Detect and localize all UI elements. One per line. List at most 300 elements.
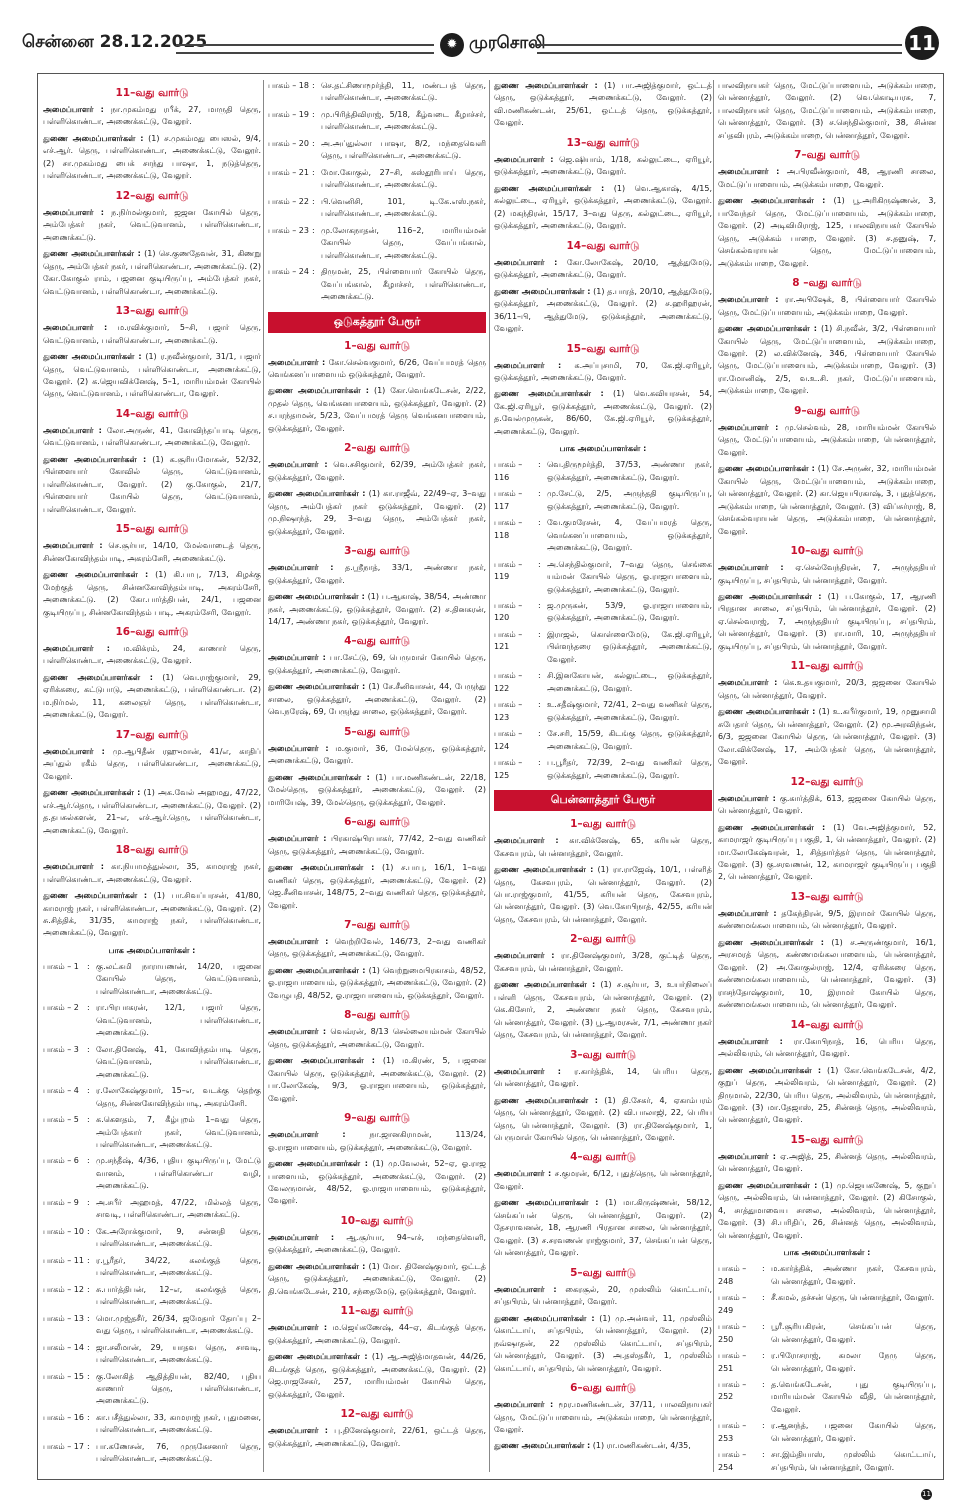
booth-separator: : <box>87 961 90 971</box>
booth-entry <box>494 559 712 596</box>
booth-entry <box>43 1044 261 1081</box>
person-details: (1) தி.சேகர், 4, ஏகாம்பரம் தெரு, பென்னாத்தூர், வேலூர். (2) வி.பாலாஜி, 22, பெரிய தெரு, பென்னாத்தூர், வேலூர். (3) ரா.தினேஷ்குமார், 1, பெருமாள் கோயில் தெரு, பென்னாத்தூர், வேலூர். <box>494 1095 712 1142</box>
role-label: அமைப்பாளர் : <box>718 1151 776 1161</box>
person-details: ஏ.செல்வேந்திரன், 7, அருந்ததியர் குடியிருப்பு, சப்தபிரம், பென்னாத்தூர், வேலூர். <box>718 563 936 585</box>
person-details: கா.நியாமத்துல்லா, 35, காமராஜ் நகர், பள்ளிகொண்டா, அணைக்கட்டு, வேலூர். <box>43 862 261 884</box>
booth-number: பாகம் – 116 <box>494 460 523 482</box>
role-label: அமைப்பாளர் : <box>718 422 779 432</box>
appointment-entry <box>43 890 261 940</box>
appointment-text: பாலவிநாயகர் தெரு, மேட்டுப்பாளையம், அடுக்கம்பாறை, பென்னாத்தூர், வேலூர். (2) வெ.கொடியரசு, 7, பாலவிநாயகர் தெரு, மேட்டுப்பாளையம், அடுக்கம்பாறை, பென்னாத்தூர், வேலூர். (3) ச.செந்தில்குமார், 38, சின்ன சப்தவிபுரம், அடுக்கம்பாறை, பென்னாத்தூர், வேலூர். <box>718 81 936 140</box>
booth-entry <box>494 757 712 782</box>
person-details: வெற்றிவேல், 146/73, 2–வது வணிகர் தெரு, ஒடுக்கத்தூர், அணைக்கட்டு, வேலூர். <box>268 936 486 959</box>
ward-heading: 4–வது வார்டு <box>570 1151 636 1164</box>
ward-heading: 2–வது வார்டு <box>570 933 636 946</box>
booth-number: பாகம் – 16 <box>43 1412 84 1422</box>
appointment-entry <box>718 822 936 884</box>
booth-agent: திருமன், 25, பிள்ளையார் கோயில் தெரு, வேப்பங்கால், கீழாச்சர், பள்ளிகொண்டா, அணைக்கட்டு. <box>321 267 486 302</box>
booth-agent: மு.சந்தீஷ், 4/36, புதிய குடியிருப்பு, மேட்டு வானம், பள்ளிகொண்டா வழி, அணைக்கட்டு. <box>96 1156 261 1191</box>
person-details: செ.சூர்யா, 14/10, மேல்வாடைத் தெரு, சின்னகோவிந்தம்பாடி, அகரம்சேரி, அணைக்கட்டு. <box>43 541 261 563</box>
role-label: அமைப்பாளர் : <box>494 1066 561 1076</box>
role-label: அமைப்பாளர் : <box>43 207 104 217</box>
role-label: அமைப்பாளர் : <box>718 167 780 177</box>
person-details: வெவ்ரன், 8/13 செல்லையம்மன் கோயில் தெரு, ஒடுக்கத்தூர், அணைக்கட்டு, வேலூர். <box>268 1027 486 1049</box>
role-label: அமைப்பாளர் : <box>268 1027 327 1037</box>
person-details: பு.தினேஷ்குமார், 22/61, ஒட்டத் தெரு, ஒடுக்கத்தூர், அணைக்கட்டு, வேலூர். <box>268 1426 486 1448</box>
appointment-entry <box>718 677 936 702</box>
booth-agent: இராஜல், கொள்ளைமேடு, கே.ஜி.ஏரியூர், பிள்ளந்தரை ஒடுக்கத்தூர், அணைக்கட்டு, வேலூர். <box>547 629 712 664</box>
role-label: துணை அமைப்பாளர்கள் : <box>43 454 147 464</box>
appointment-entry <box>718 1036 936 1061</box>
role-label: துணை அமைப்பாளர்கள் : <box>718 1065 822 1075</box>
appointment-entry <box>268 1232 486 1257</box>
booth-number: பாகம் – 118 <box>494 518 523 540</box>
page-number-badge: 11 <box>905 26 939 60</box>
appointment-entry <box>268 965 486 1002</box>
role-label: துணை அமைப்பாளர்கள் : <box>268 863 375 873</box>
person-details: மு.ஆபிதீன் ரஹுமான், 41/எ, காதிப் அப்துல் ரகீம் தெரு, பள்ளிகொண்டா, அணைக்கட்டு, வேலூர். <box>43 746 261 781</box>
booth-number: பாகம் – 123 <box>494 700 523 722</box>
ward-heading: 5–வது வார்டு <box>570 1266 636 1279</box>
booth-separator: : <box>538 518 541 528</box>
appointment-entry <box>494 360 712 385</box>
booth-separator: : <box>762 1450 765 1460</box>
column-divider <box>713 80 714 1472</box>
booth-entry <box>718 1420 936 1445</box>
ward-heading: 12–வது வார்டு <box>790 775 864 788</box>
role-label: அமைப்பாளர் : <box>494 1400 554 1410</box>
appointment-entry <box>718 166 936 191</box>
role-label: துணை அமைப்பாளர்கள் : <box>718 822 826 832</box>
booth-entry <box>43 1284 261 1309</box>
booth-separator: : <box>762 1379 765 1389</box>
booth-number: பாகம் – 15 <box>43 1371 84 1381</box>
appointment-entry <box>494 388 712 438</box>
booth-separator: : <box>538 559 541 569</box>
person-details: (1) சே.அருண், 32, மாரியம்மன் கோயில் தெரு, மேட்டுப்பாளையம், அடுக்கம்பாறை, பென்னாத்தூர், வேலூர். (2) கா.ஜெயபிரகாஷ், 3, புதுத்தெரு, அடுக்கம்பாறை, பென்னாத்தூர், வேலூர். (3) விப்சுர்ராஜ், 8, செங்கல்வராயன் தெரு, அடுக்கம்பாறை, பென்னாத்தூர், வேலூர். <box>718 464 936 536</box>
appointment-entry <box>268 743 486 768</box>
booth-separator: : <box>538 671 541 681</box>
appointment-entry <box>494 1168 712 1193</box>
appointment-entry <box>718 706 936 768</box>
ward-heading: 1–வது வார்டு <box>570 818 636 831</box>
column-2 <box>268 80 486 1472</box>
ward-heading: 17–வது வார்டு <box>115 728 189 741</box>
appointment-entry <box>494 154 712 179</box>
person-details: (1) வெற்றுமைபிரகாசம், 48/52, ஓ.ராஜாபாளையம், ஒடுக்கத்தூர், அணைக்கட்டு, வேலூர். (2) வேழுபதி, 48/52, ஓ.ராஜாபாளையம், ஒடுக்கத்தூர், வேலூர். <box>268 965 486 1000</box>
person-details: (1) செ.குணதேவன், 31, கிணறு தெரு, அம்பேத்கர் நகர், பள்ளிகொண்டா, அணைக்கட்டு. (2) கோ.கோகுல் ராம், பஜனை குடியிருப்பு, அம்பேத்கர் நகர், வெட்டுவானம், பள்ளிகொண்டா, அணைக்கட்டு. <box>43 249 261 296</box>
booth-number: பாகம் – 117 <box>494 489 523 511</box>
ward-heading: 15–வது வார்டு <box>115 523 189 536</box>
booth-separator: : <box>762 1351 765 1361</box>
booth-agent: வே.குமரேசன், 4, வேப்பமரத் தெரு, வெங்கனப்பாளையம், ஒடுக்கத்தூர், அணைக்கட்டு, வேலூர். <box>547 518 712 553</box>
person-details: (1) சே.சீனிவாசன், 44, பேருந்து சாலை, ஒடுக்கத்தூர், அணைக்கட்டு, வேலூர். (2) வெ.நரேஷ், 69, பேருந்து சாலை, ஒடுக்கத்தூர், வேலூர். <box>268 682 486 717</box>
person-details: (1) கோ.வெங்கடேசன், 4/2, குறுப் தெரு, அல்லிவரம், பென்னாத்தூர், வேலூர். (2) திருமால், 22/30, பெரிய தெரு, அல்லிவரம், பென்னாத்தூர், வேலூர். (3) மா.தேஜாஸ், 25, சின்னத் தெரு, அல்லிவரம், பென்னாத்தூர், வேலூர். <box>718 1065 936 1125</box>
ward-heading: 13–வது வார்டு <box>115 305 189 318</box>
role-label: அமைப்பாளர் : <box>43 644 111 653</box>
appointment-entry <box>268 385 486 435</box>
booth-number: பாகம் – 120 <box>494 601 523 623</box>
person-details: (1) பா.மணிகண்டன், 22/18, மேல்தெரு, ஒடுக்கத்தூர், அணைக்கட்டு, வேலூர். (2) மாரியேஷ், 39, மேல்தெரு, ஒடுக்கத்தூர், வேலூர். <box>268 772 486 807</box>
appointment-entry <box>718 908 936 933</box>
person-details: த.ஸ்ரீநாத், 33/1, அண்ணா நகர், ஒடுக்கத்தூர், வேலூர். <box>268 563 486 585</box>
elephant-logo-icon: ✹ <box>440 33 464 57</box>
person-details: கோ.லோகேஷ், 20/10, ஆத்துமேடு, ஒடுக்கத்தூர், அணைக்கட்டு, வேலூர். <box>494 257 712 280</box>
person-details: ம.ஜெய்கணேஷ், 44–ஏ, கிடங்குத் தெரு, ஒடுக்கத்தூர், அணைக்கட்டு, வேலூர். <box>268 1323 486 1345</box>
booth-separator: : <box>87 1115 90 1125</box>
booth-number: பாகம் – 12 <box>43 1284 84 1294</box>
booth-entry <box>268 138 486 163</box>
booth-entry <box>43 961 261 998</box>
appointment-entry <box>268 1026 486 1051</box>
role-label: துணை அமைப்பாளர்கள் : <box>494 286 591 296</box>
appointment-entry <box>268 1425 486 1450</box>
appointment-entry <box>494 835 712 860</box>
role-label: துணை அமைப்பாளர்கள் : <box>268 682 366 692</box>
booth-agent: சி.இனகோயன், கல்லுட்டை, ஒடுக்கத்தூர், அணைக்கட்டு, வேலூர். <box>547 671 712 693</box>
role-label: துணை அமைப்பாளர்கள் : <box>268 1056 375 1066</box>
person-details: (1) க.சூரியமோகன், 52/32, பிள்ளையார் கோவில் தெரு, வெட்டுவானம், பள்ளிகொண்டா, வேலூர். (2) கு.கோகுல், 21/7, பிள்ளையார் கோயில் தெரு, வெட்டுவானம், பள்ளிகொண்டா, வேலூர். <box>43 454 261 514</box>
role-label: துணை அமைப்பாளர்கள் : <box>494 980 596 990</box>
booth-agent: வெ.திருமூர்த்தி, 37/53, அண்ணா நகர், ஒடுக்கத்தூர், அணைக்கட்டு, வேலூர். <box>547 460 712 482</box>
person-details: (1) ச.பாபு, 16/1, 1–வது வணிகர் தெரு, ஒடுக்கத்தூர், அணைக்கட்டு, வேலூர். (2) ஜெ.சீனிவாசன், 148/75, 2–வது வணிகர் தெரு, ஒடுக்கத்தூர், வேலூர். <box>268 863 486 910</box>
booth-separator: : <box>538 700 541 710</box>
person-details: (1) கி.பாபு, 7/13, கிழக்கு மேற்குத் தெரு, சின்னகோவிந்தம்பாடி, அகரம்சேரி, அணைக்கட்டு. (2) கோ.பார்த்திபன், 24/1, பஜனை குடியிருப்பு, சின்னகோவிந்தம் பாடி, அகரம்சேரி, வேலூர். <box>43 570 261 617</box>
booth-agent: பி.வெனிசி, 101, டி.கே.எஸ்.நகர், பள்ளிகொண்டா, அணைக்கட்டு. <box>321 196 486 219</box>
booth-separator: : <box>538 758 541 768</box>
person-details: (1) த.பாரத், 20/10, ஆத்துமேடு, ஒடுக்கத்தூர், அணைக்கட்டு, வேலூர். (2) ச.ஹரிஹரன், 36/11–பி, ஆத்துமேடு, ஒடுக்கத்தூர், அணைக்கட்டு, வேலூர். <box>494 286 712 334</box>
appointment-entry <box>268 681 486 718</box>
booth-agent: அ.அப்துல்லா பாஷா, 8/2, மந்தைவெளி தெரு, பள்ளிகொண்டா, அணைக்கட்டு. <box>321 138 486 161</box>
booth-entry <box>718 1379 936 1416</box>
role-label: அமைப்பாளர் : <box>43 746 105 756</box>
role-label: துணை அமைப்பாளர்கள் : <box>494 865 594 875</box>
person-details: ச.குமரன், 6/12, புதுத்தெரு, பென்னாத்தூர், வேலூர். <box>494 1169 712 1191</box>
booth-agent: மு.பிரித்திவிராஜ், 5/18, கீழ்வடை கீழாச்சர், பள்ளிகொண்டா, அணைக்கட்டு. <box>321 109 486 132</box>
section-banner: பென்னாத்தூர் பேரூர் <box>494 790 712 811</box>
role-label: துணை அமைப்பாளர்கள் : <box>43 570 149 580</box>
person-details: (1) வே.அஜித்குமார், 52, காமராஜர் குடியிருப்பு பகுதி, 1, பென்னாத்தூர், வேலூர். (2) மா.லோகேஷ்வரன், 1, சித்தார்த்தர் தெரு, பென்னாத்தூர், வேலூர். (3) கு.சரவணன், 12, காமராஜர் குடியிருப்பு பகுதி 2, பென்னாத்தூர், வேலூர். <box>718 822 936 882</box>
booth-separator: : <box>312 81 315 90</box>
appointment-entry <box>268 652 486 677</box>
booth-agent: க.கௌதம், 7, கீழ்புறம் 1–வது தெரு, அம்பேத்கார் நகர், வெட்டுவானம், பள்ளிகொண்டா, அணைக்கட்டு. <box>96 1115 261 1149</box>
role-label: அமைப்பாளர் : <box>494 257 558 267</box>
person-details: தகேந்திரன், 9/5, இராமர் கோயில் தெரு, கண்ணமங்கலபாளையம், பென்னாத்தூர், வேலூர். <box>718 908 936 931</box>
booth-separator: : <box>87 1313 90 1323</box>
appointment-entry <box>718 591 936 653</box>
booth-number: பாகம் – 3 <box>43 1044 79 1054</box>
appointment-entry <box>268 1158 486 1208</box>
booth-entry <box>718 1321 936 1346</box>
appointment-entry <box>268 459 486 484</box>
booth-agent: மோ.கோகுல், 27–சி, கஸ்தூரிபாய் தெரு, பள்ளிகொண்டா, அணைக்கட்டு. <box>321 167 486 190</box>
appointment-entry <box>494 864 712 926</box>
person-details: (1) ர.நவீன்குமார், 31/1, பஜார் தெரு, வெட்டுவானம், பள்ளிகொண்டா, அணைக்கட்டு, வேலூர். (2) க.ஜெயவிக்னேஷ், 5–1, மாரியம்மன் கோயில் தெரு, வெட்டுவானம், பள்ளிகொண்டா, வேலூர். <box>43 352 261 399</box>
ward-heading: 3–வது வார்டு <box>344 545 410 558</box>
booth-separator: : <box>87 1371 90 1381</box>
ward-heading: 15–வது வார்டு <box>566 342 640 355</box>
ward-heading: 11–வது வார்டு <box>115 87 189 99</box>
appointment-entry <box>43 351 261 401</box>
booth-separator: : <box>87 1342 90 1352</box>
appointment-entry <box>43 643 261 668</box>
booth-number: பாகம் – 2 <box>43 1003 79 1013</box>
person-details: (1) மு.வேலன், 52–ஏ, ஓ.ராஜ பாளையம், ஒடுக்கத்தூர், அணைக்கட்டு, வேலூர். (2) வேலருமான், 48/52, ஓ.ராஜாபாளையம், ஒடுக்கத்தூர், வேலூர். <box>268 1159 486 1206</box>
role-label: துணை அமைப்பாளர்கள் : <box>494 1095 598 1105</box>
appointment-entry <box>494 257 712 282</box>
booth-agent: கு.லட்சுமி நாராயணன், 14/20, பஜனை கோயில் தெரு, வெட்டுவானம், பள்ளிகொண்டா, அணைக்கட்டு. <box>96 961 261 996</box>
appointment-entry <box>268 1351 486 1401</box>
booth-entry <box>43 1197 261 1222</box>
role-label: அமைப்பாளர் : <box>43 323 108 333</box>
ward-heading: 1–வது வார்டு <box>344 339 410 352</box>
newspaper-name: முரசொலி <box>469 33 546 53</box>
booth-number: பாகம் – 251 <box>718 1351 747 1373</box>
booth-separator: : <box>87 1255 90 1265</box>
appointment-entry <box>43 569 261 619</box>
person-details: கா.விக்னேஷ், 65, கரியன் தெரு, கேசவபுரம், பென்னாத்தூர், வேலூர். <box>494 836 712 858</box>
role-label: அமைப்பாளர் : <box>43 541 103 551</box>
booth-agent: சீ.கமல், தச்சன் தெரு, பென்னாத்தூர், வேலூர். <box>771 1293 935 1303</box>
appointment-entry <box>268 591 486 628</box>
role-label: அமைப்பாளர் : <box>268 936 329 946</box>
person-details: கு.கார்த்திக், 613, ஜஜனை கோயில் தெரு, பென்னாத்தூர், வேலூர். <box>718 793 936 816</box>
booth-entry <box>43 1342 261 1367</box>
booth-agent: உ.சதீஷ்குமார், 72/41, 2–வது வணிகர் தெரு, ஒடுக்கத்தூர், அணைக்கட்டு, வேலூர். <box>547 700 712 722</box>
person-details: (1) வெ.கவியரசன், 54, கே.ஜி.ஏரியூர், ஒடுக்கத்தூர், அணைக்கட்டு, வேலூர். (2) த.வேல்முருகன், 86/60, கே.ஜி.ஏரியூர், ஒடுக்கத்தூர், அணைக்கட்டு, வேலூர். <box>494 389 712 436</box>
booth-separator: : <box>312 267 315 277</box>
role-label: அமைப்பாளர் : <box>494 154 554 164</box>
ward-heading: 6–வது வார்டு <box>344 816 410 829</box>
booth-entry <box>494 600 712 625</box>
role-label: அமைப்பாளர் : <box>718 1036 783 1046</box>
booth-agent: ம.கார்த்திக், அண்ணா நகர், கேசவபுரம், பென்னாத்தூர், வேலூர். <box>771 1264 936 1286</box>
booth-entry <box>43 1313 261 1338</box>
booth-number: பாகம் – 122 <box>494 671 523 693</box>
booth-separator: : <box>87 1156 90 1166</box>
booth-number: பாகம் – 6 <box>43 1156 79 1166</box>
booth-agent: ஜ.முருகன், 53/9, ஓ.ராஜாபாளையம், ஒடுக்கத்தூர், அணைக்கட்டு, வேலூர். <box>547 601 712 623</box>
ward-heading: 8–வது வார்டு <box>344 1009 410 1022</box>
role-label: அமைப்பாளர் : <box>494 951 555 961</box>
booth-separator: : <box>87 1412 90 1422</box>
booth-number: பாகம் – 252 <box>718 1379 747 1402</box>
role-label: துணை அமைப்பாளர்கள் : <box>268 965 366 975</box>
section-banner: ஒடுகத்தூர் பேரூர் <box>268 312 486 333</box>
person-details: கெ.உதயகுமார், 20/3, ஜஜனை கோயில் தெரு, பென்னாத்தூர், வேலூர். <box>718 678 936 700</box>
person-details: ரா.கோபிநாத், 16, பெரிய தெரு, அல்லிவரம், பென்னாத்தூர், வேலூர். <box>718 1036 936 1059</box>
header-rule-left <box>176 44 434 54</box>
booth-entry <box>494 670 712 695</box>
role-label: அமைப்பாளர் : <box>268 653 326 663</box>
person-details: (1) ச.அருண்குமார், 16/1, அரசமரத் தெரு, கண்ணமங்கலபாளையம், பென்னாத்தூர், வேலூர். (2) அ.கோகுல்ராஜ், 12/4, ஏரிக்கரை தெரு, கண்ணமங்கலபாளையம், பென்னாத்தூர், வேலூர். (3) ராசந்தோஷ்குமார், 10, இராமர் கோயில் தெரு, கண்ணமங்கலபாளையம், பென்னாத்தூர், வேலூர். <box>718 937 936 1010</box>
ward-heading: 9–வது வார்டு <box>344 1112 410 1125</box>
person-details: (1) ரா.ராஜேஷ், 10/1, பள்ளித் தெரு, கேசவபுரம், பென்னாத்தூர், வேலூர். (2) பொ.ராஜ்குமார், 41/55, கரியன் தெரு, கேசவபுரம், பென்னாத்தூர், வேலூர். (3) வெ.கோபிநாத், 42/55, கரியன் தெரு, கேசவபுரம், பென்னாத்தூர், வேலூர். <box>494 865 712 924</box>
booth-number: பாகம் – 14 <box>43 1342 84 1352</box>
person-details: (1) உ.கபீர்குமார், 19, முனுசாமி சுபேதார் தெரு, பென்னாத்தூர், வேலூர். (2) மூ.அரவிந்தன், 6/3, ஜஜனை கோயில் தெரு, பென்னாத்தூர், வேலூர். (3) லோ.விக்னேஷ், 17, அம்பேத்கர் தெரு, பென்னாத்தூர், வேலூர். <box>718 707 936 767</box>
booth-agent: பா.கணேசன், 76, முருகேசனார் தெரு, பள்ளிகொண்டா, அணைக்கட்டு. <box>96 1441 261 1464</box>
person-details: (1) பா.அஜித்குமார், ஒட்டத் தெரு, ஒடுக்கத்தூர், அணைக்கட்டு, வேலூர். (2) வி.மணிகண்டன், 25/61, ஒட்டத் தெரு, ஒடுக்கத்தூர், வேலூர். <box>494 81 712 128</box>
appointment-entry <box>43 454 261 516</box>
person-details: பிரகாஷ்பிரபாகர், 77/42, 2–வது வணிகர் தெரு, ஒடுக்கத்தூர், அணைக்கட்டு, வேலூர். <box>268 834 486 856</box>
role-label: அமைப்பாளர் : <box>43 862 104 872</box>
role-label: துணை அமைப்பாளர்கள் : <box>718 324 817 334</box>
role-label: அமைப்பாளர் : <box>718 678 778 688</box>
booth-entry <box>43 1002 261 1039</box>
ward-heading: 13–வது வார்டு <box>566 136 640 149</box>
booth-separator: : <box>312 138 315 148</box>
appointment-entry <box>494 1284 712 1309</box>
booth-separator: : <box>87 1226 90 1236</box>
booth-number: பாகம் – 20 <box>268 138 309 148</box>
booth-entry <box>494 629 712 666</box>
role-label: துணை அமைப்பாளர்கள் : <box>268 489 366 499</box>
person-details: (1) கோ.வெங்கடேசன், 2/22, முதல் தெரு, வெங்கனபாளையம், ஒடுக்கத்தூர், வேலூர். (2) ச.பரந்தாமன், 5/23, வேப்பமரத் தெரு வெங்கனபாளையம், ஒடுக்கத்தூர், வேலூர். <box>268 386 486 433</box>
ward-heading: 12–வது வார்டு <box>340 1408 414 1421</box>
person-details: ந.நிர்மல்குமார், ஜஜன கோயில் தெரு, அம்பேத்கர் நகர், வெட்டுவானம், பள்ளிகொண்டா, அணைக்கட்டு. <box>43 207 261 242</box>
booth-entry <box>268 225 486 262</box>
role-label: அமைப்பாளர் : <box>268 563 334 573</box>
appointment-entry <box>494 80 712 130</box>
role-label: துணை அமைப்பாளர்கள் : <box>718 592 822 601</box>
edition-date: சென்னை 28.12.2025 <box>22 32 208 52</box>
ward-heading: 10–வது வார்டு <box>340 1214 414 1227</box>
booth-entry <box>718 1263 936 1288</box>
booth-entry <box>43 1255 261 1280</box>
appointment-entry <box>494 979 712 1041</box>
booth-number: பாகம் – 250 <box>718 1322 747 1344</box>
ward-heading: 6–வது வார்டு <box>570 1382 636 1395</box>
booth-separator: : <box>87 1086 90 1096</box>
booth-agent: ர.லோகேஷ்குமார், 15–எ, வடக்கு தெற்கு தெரு, சின்னகோவிந்தம்பாடி, அகரம்சேரி. <box>96 1086 261 1108</box>
person-details: மூர.மணிகண்டன், 37/11, பாலவிநாயகர் தெரு, மேட்டுப்பாளையம், அடுக்கம்பாறை, பென்னாத்தூர், வேலூர். <box>494 1400 712 1434</box>
booth-number: பாகம் – 23 <box>268 225 309 235</box>
person-details: ம.விக்ரம், 24, காணார் தெரு, பள்ளிகொண்டா, அணைக்கட்டு, வேலூர். <box>43 644 261 666</box>
role-label: துணை அமைப்பாளர்கள் : <box>718 464 815 474</box>
booth-agent: மு.சேட்டு, 2/5, அருந்ததி குடியிருப்பு, ஒடுக்கத்தூர், அணைக்கட்டு, வேலூர். <box>547 489 712 511</box>
person-details: ஆ.சூர்யா, 94–எச், மந்தைவெளி, ஒடுக்கத்தூர், அணைக்கட்டு, வேலூர். <box>268 1232 486 1255</box>
booth-separator: : <box>312 109 315 119</box>
booth-number: பாகம் – 248 <box>718 1264 747 1286</box>
booth-agent: அ.சபீர் அஹமத், 47/22, மில்லத் தெரு, சாவடி, பள்ளிகொண்டா, அணைக்கட்டு. <box>96 1197 261 1220</box>
booth-separator: : <box>538 629 541 639</box>
ward-heading: 14–வது வார்டு <box>115 407 189 420</box>
appointment-entry <box>43 861 261 886</box>
booth-number: பாகம் – 18 <box>268 81 309 90</box>
role-label: அமைப்பாளர் : <box>494 1169 552 1179</box>
role-label: துணை அமைப்பாளர்கள் : <box>718 707 816 717</box>
role-label: துணை அமைப்பாளர்கள் : <box>494 183 605 193</box>
booth-entry <box>494 488 712 513</box>
ward-heading: 11–வது வார்டு <box>790 660 864 673</box>
person-details: நா.முகம்மது ரபீக், 27, மாருதி தெரு, பள்ளிகொண்டா, அணைக்கட்டு, வேலூர். <box>43 105 261 127</box>
person-details: (1) ம.கிரண், 5, பஜனை கோயில் தெரு, ஒடுக்கத்தூர், அணைக்கட்டு, வேலூர். (2) பா.லோகேஷ், 9/3, ஓ.ராஜாபாளையம், ஒடுக்கத்தூர், வேலூர். <box>268 1056 486 1103</box>
appointment-entry <box>718 937 936 1012</box>
ward-heading: 13–வது வார்டு <box>790 890 864 903</box>
booth-number: பாகம் – 9 <box>43 1197 79 1207</box>
person-details: (1) கா.ராஜீவ், 22/49–ஏ, 3–வது தெரு, அம்பேத்கர் நகர் ஒடுக்கத்தூர், வேலூர். (2) மு.நிஷாந்த், 29, 3–வது தெரு, அம்பேத்கர் நகர், ஒடுக்கத்தூர், வேலூர். <box>268 489 486 536</box>
booth-entry <box>494 728 712 753</box>
person-details: (1) வெ.ஆகாஷ், 4/15, கல்லுட்டை, ஏரியூர், ஒடுக்கத்தூர், அணைக்கட்டு, வேலூர். (2) மகந்திரன், 15/17, 3–வது தெரு, கல்லுட்டை, ஏரியூர், ஒடுக்கத்தூர், அணைக்கட்டு, வேலூர். <box>494 183 712 231</box>
booth-separator: : <box>538 601 541 610</box>
ward-heading: 11–வது வார்டு <box>340 1305 414 1318</box>
booth-separator: : <box>538 729 541 739</box>
booth-agent: லோ.தினேஷ், 41, கோவிந்தம்பாடி தெரு, வெட்டுவானம், பள்ளிகொண்டா, அணைக்கட்டு. <box>96 1044 261 1079</box>
appointment-entry <box>268 772 486 809</box>
ward-heading: 8 –வது வார்டு <box>792 277 862 290</box>
ward-heading: 18–வது வார்டு <box>115 844 189 857</box>
role-label: அமைப்பாளர் : <box>718 295 779 305</box>
booth-entry <box>43 1155 261 1192</box>
appointment-entry <box>718 195 936 270</box>
booth-agent: கே.அரோக்குமார், 9, சன்னதி தெரு, பள்ளிகொண்டா, அணைக்கட்டு. <box>96 1226 261 1249</box>
booth-separator: : <box>87 1284 90 1294</box>
appointment-entry <box>268 833 486 858</box>
person-details: (1) ச.முகம்மது பைஸல், 9/4, எச்.ஆர். தெரு, பள்ளிகொண்டா, அணைக்கட்டு, வேலூர். (2) சா.முகம்மது பைக் சாந்து பாஷா, 1, நடுத்தெரு, பள்ளிகொண்டா, அணைக்கட்டு, வேலூர். <box>43 133 261 181</box>
appointment-entry <box>43 207 261 244</box>
column-3 <box>494 80 712 1472</box>
person-details: (1) பா.சிவப்பரசன், 41/80, காமராஜ் நகர், பள்ளிகொண்டா, அணைக்கட்டு, வேலூர். (2) சு.சித்திக், 31/35, காமராஜ் நகர், பள்ளிகொண்டா, அணைக்கட்டு, வேலூர். <box>43 891 261 938</box>
ward-heading: 5–வது வார்டு <box>344 725 410 738</box>
person-details: (1) சி.நவீன், 3/2, பிள்ளையார் கோயில் தெரு, மேட்டுப்பாளையம், அடுக்கம்பாறை, வேலூர். (2) ல.விக்னேஷ், 346, பிள்ளையார் கோயில் தெரு, மேட்டுப்பாளையம், அடுக்கம்பாறை, வேலூர். (3) ரா.மோனிஷ், 2/5, வ.உ.சி. நகர், மேட்டுப்பாளையம், அடுக்கம்பாறை, வேலூர். <box>718 324 936 396</box>
booth-separator: : <box>312 196 315 206</box>
booth-entry <box>43 1226 261 1251</box>
appointment-entry <box>494 1399 712 1436</box>
ward-heading: 14–வது வார்டு <box>566 239 640 252</box>
booth-entry <box>268 196 486 221</box>
booth-agent: செ.தட்சிணாமூர்த்தி, 11, மண்டபத் தெரு, பள்ளிகொண்டா, அணைக்கட்டு. <box>321 81 486 103</box>
role-label: அமைப்பாளர் : <box>268 1323 328 1333</box>
person-details: (1) மோ. தினேஷ்குமார், ஒட்டத் தெரு, ஒடுக்கத்தூர், அணைக்கட்டு, வேலூர். (2) தி.வெங்கடேசன், 210, சந்தைமேடு, ஒடுக்கத்தூர், வேலூர். <box>268 1261 486 1296</box>
appointment-entry <box>494 286 712 336</box>
appointment-entry <box>718 323 936 398</box>
person-details: பா.சேட்டு, 69, பெருமாள் கோயில் தெரு, ஒடுக்கத்தூர், அணைக்கட்டு, வேலூர். <box>268 653 486 675</box>
parts-heading: பாக அமைப்பாளர்கள் : <box>783 1248 871 1258</box>
booth-number: பாகம் – 22 <box>268 196 309 206</box>
person-details: (1) பூ.அரிகிருஷ்ணன், 3, பாவேந்தர் தெரு, மேட்டுப்பாளையம், அடுக்கம்பாறை, வேலூர். (2) அடிவிமிராஜ், 125, பாலவிநாயகர் கோயில் தெரு, அடுக்கம் பாறை, வேலூர். (3) ச.தனுஷ், 7, செங்கல்வராயன் தெரு, மேட்டுப்பாளையம், அடுக்கம்பாறை, வேலூர். <box>718 196 936 268</box>
person-details: மு.செல்வம், 28, மாரியம்மன் கோயில் தெரு, மேட்டுப்பாளையம், அடுக்கம்பாறை, பென்னாத்தூர், வேலூர். <box>718 422 936 457</box>
role-label: அமைப்பாளர் : <box>268 1426 328 1436</box>
person-details: க.அப்புசாமி, 70, கே.ஜி.ஏரியூர், ஒடுக்கத்தூர், அணைக்கட்டு, வேலூர். <box>494 360 712 382</box>
footer-page-number: 11 <box>922 1490 931 1498</box>
booth-separator: : <box>762 1322 765 1332</box>
role-label: துணை அமைப்பாளர்கள் : <box>494 81 598 90</box>
role-label: துணை அமைப்பாளர்கள் : <box>43 249 141 259</box>
booth-separator: : <box>762 1421 765 1431</box>
person-details: ஜெ.ஷியாம், 1/18, கல்லுட்டை, ஏரியூர், ஒடுக்கத்தூர், அணைக்கட்டு, வேலூர். <box>494 154 712 177</box>
appointment-entry <box>43 787 261 837</box>
booth-agent: சு.பார்த்திபன், 12–எ, கலங்குத் தெரு, பள்ளிகொண்டா, அணைக்கட்டு. <box>96 1284 261 1307</box>
booth-entry <box>268 266 486 303</box>
booth-separator: : <box>87 1044 90 1054</box>
role-label: அமைப்பாளர் : <box>268 1130 346 1140</box>
ward-heading: 9–வது வார்டு <box>794 404 860 417</box>
appointment-entry <box>718 463 936 538</box>
person-details: (1) ச.சூர்யா, 3, உயர்நிலைப் பள்ளி தெரு, கேசவபுரம், பென்னாத்தூர், வேலூர். (2) கெ.கிசோர், 2, அண்ணா நகர் தெரு, கேசவபுரம், பென்னாத்தூர், வேலூர். (3) பூ.ஆமரசன், 7/1, அண்ணா நகர் தெரு, கேசவபுரம், பென்னாத்தூர், வேலூர். <box>494 980 712 1040</box>
appointment-entry <box>268 1322 486 1347</box>
role-label: துணை அமைப்பாளர்கள் : <box>718 937 824 947</box>
role-label: அமைப்பாளர் : <box>268 834 327 844</box>
appointment-entry <box>268 562 486 587</box>
booth-agent: பூரீ.சூரியகிரன், செங்கப்பன் தெரு, பென்னாத்தூர், வேலூர். <box>771 1322 936 1344</box>
appointment-entry <box>268 1129 486 1154</box>
booth-number: பாகம் – 21 <box>268 167 309 177</box>
role-label: துணை அமைப்பாளர்கள் : <box>43 788 141 798</box>
booth-number: பாகம் – 13 <box>43 1313 84 1323</box>
booth-agent: ஜா.சலீமான், 29, யாதவ தெரு, சாவடி, பள்ளிகொண்டா, அணைக்கட்டு. <box>96 1342 261 1365</box>
booth-agent: ப.பூரீதர், 72/39, 2–வது வணிகர் தெரு, ஒடுக்கத்தூர், அணைக்கட்டு, வேலூர். <box>547 758 712 780</box>
booth-number: பாகம் – 253 <box>718 1421 747 1443</box>
booth-separator: : <box>538 460 541 470</box>
